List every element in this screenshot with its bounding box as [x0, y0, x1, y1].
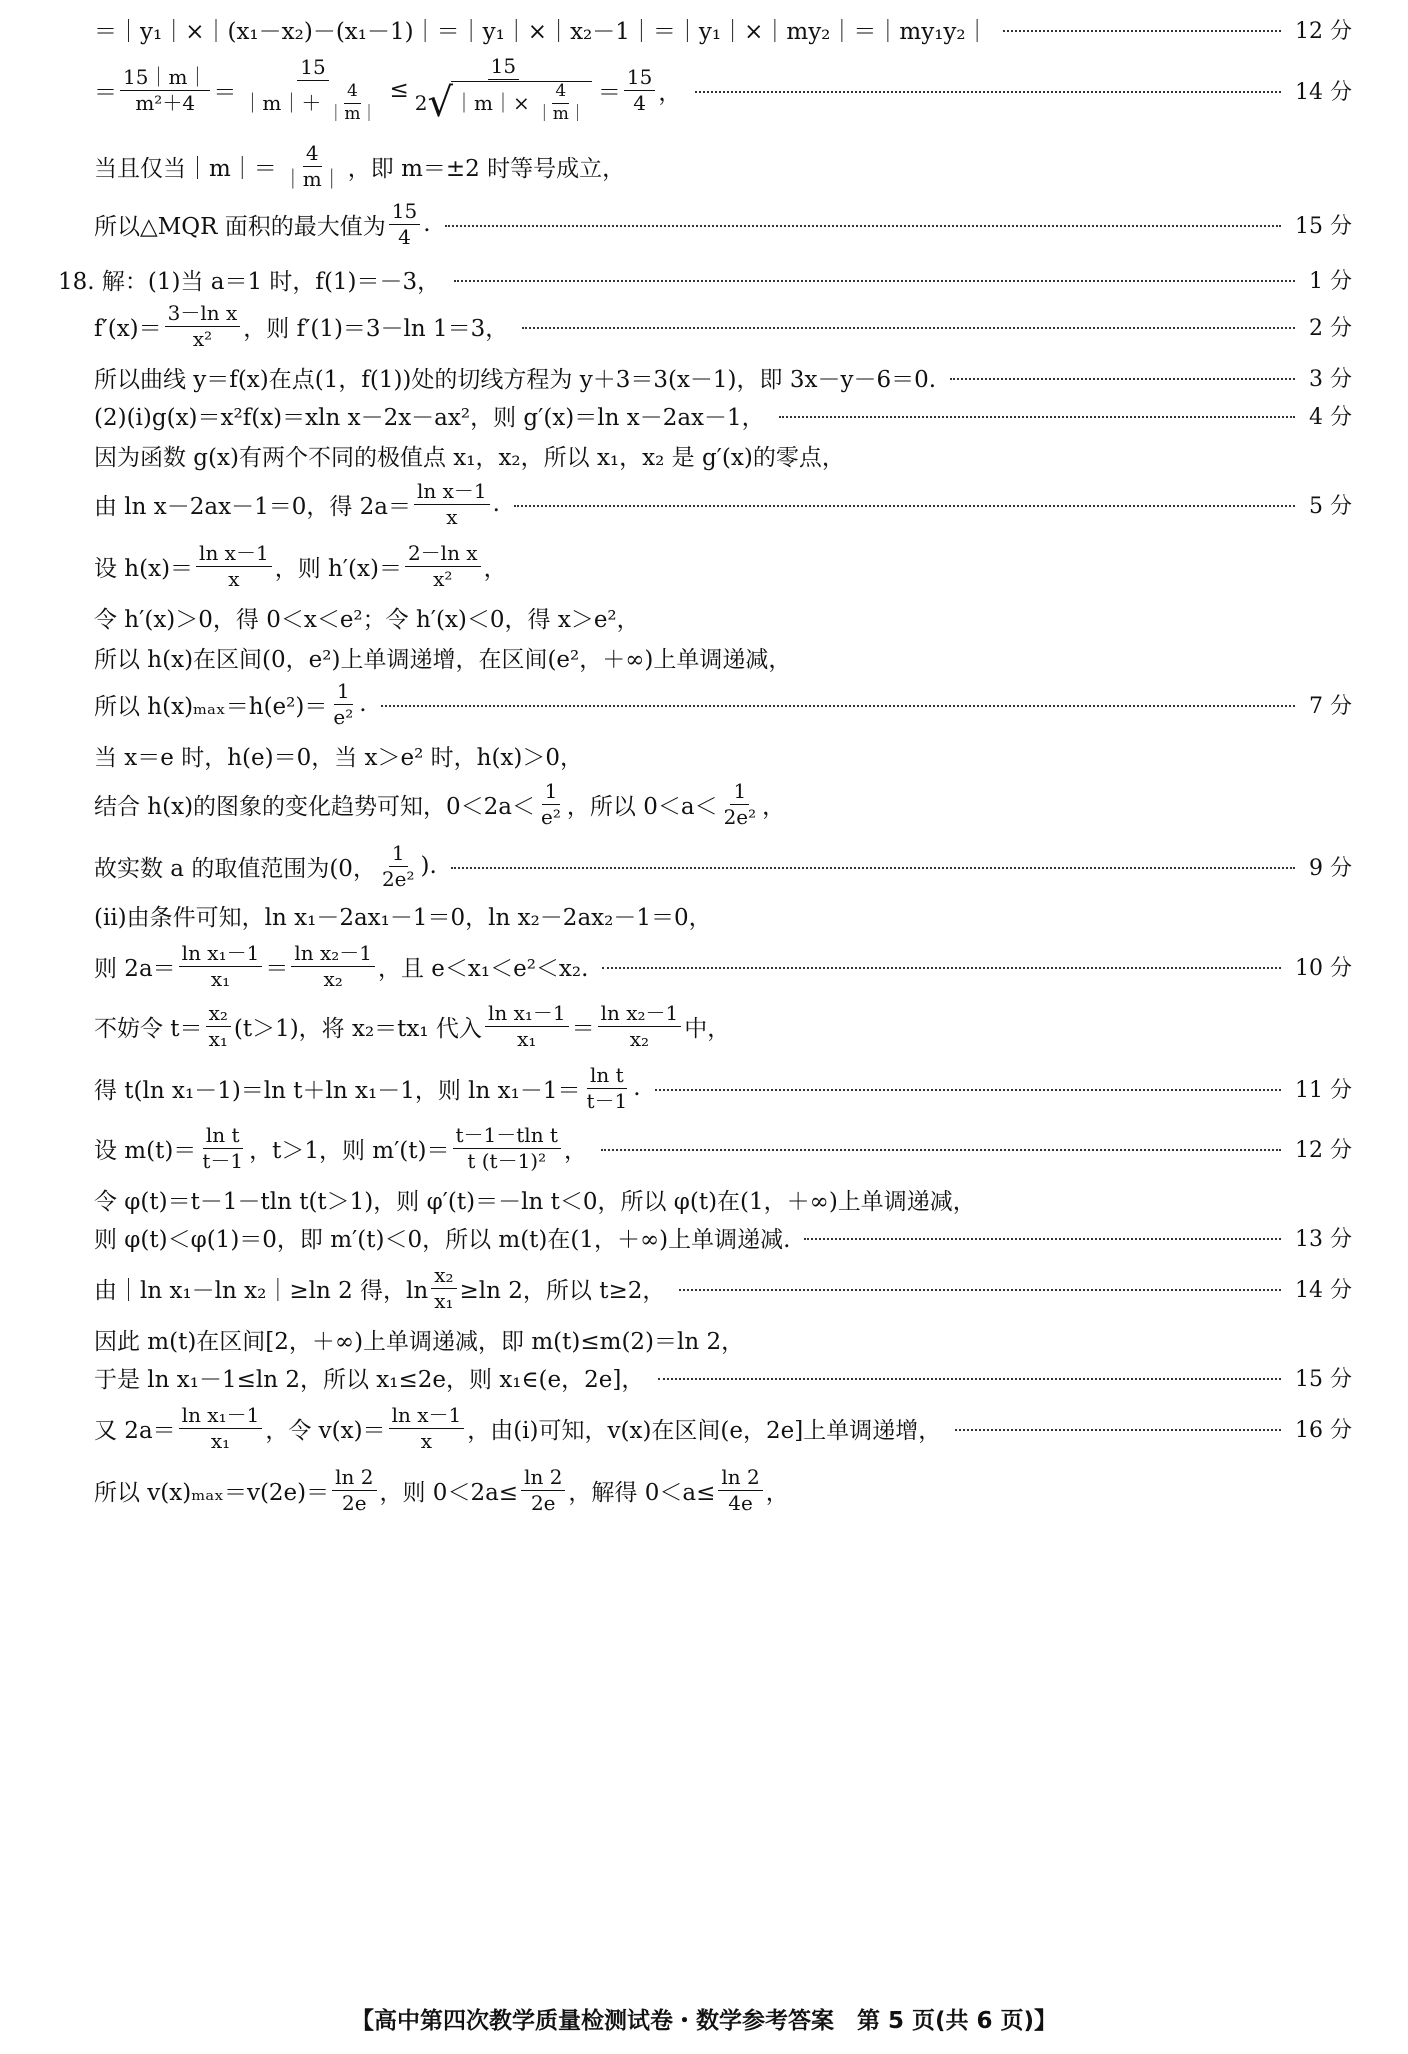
score-label: 15 分: [1295, 213, 1352, 239]
score-label: 12 分: [1295, 1137, 1352, 1163]
solution-line: 由 ln x－2ax－1＝0，得 2a＝ $\frac{\text{ln x－1}}{x}$ . 5 分: [94, 478, 1352, 529]
score-label: 12 分: [1295, 18, 1352, 44]
score-label: 16 分: [1295, 1417, 1352, 1443]
fraction: $\frac{1}{\text{2e²}}$: [381, 840, 415, 891]
dot-leader: [779, 416, 1295, 418]
fraction: $\frac{\text{2－ln x}}{\text{x²}}$: [405, 542, 481, 591]
solution-line: 所以△MQR 面积的最大值为 $\frac{15}{4}$ . 15 分: [94, 198, 1352, 249]
fraction: $\frac{\text{ln x₁－1}}{\text{x₁}}$: [485, 1002, 569, 1051]
solution-line: 当且仅当｜m｜＝ $\frac{4}{|m|}$ ，即 m＝±2 时等号成立，: [94, 140, 626, 191]
score-label: 14 分: [1295, 79, 1352, 105]
solution-line: 由｜ln x₁－ln x₂｜≥ln 2 得，ln $\frac{\text{x₂}}{\text{x₁}}$ ≥ln 2，所以 t≥2， 14 分: [94, 1262, 1352, 1313]
solution-line: 则 φ(t)＜φ(1)＝0，即 m′(t)＜0，所以 m(t)在(1，＋∞)上单调递减. 13 分: [94, 1222, 1352, 1252]
solution-line: 结合 h(x)的图象的变化趋势可知，0＜2a＜ $\frac{1}{\text{e²}}$ ，所以 0＜a＜ $\frac{1}{\text{2e²}}$ ，: [94, 778, 786, 829]
fraction: $\frac{\text{ln x₂－1}}{\text{x₂}}$: [598, 1002, 682, 1051]
fraction: $\frac{1}{\text{2e²}}$: [723, 778, 757, 829]
solution-line: 得 t(ln x₁－1)＝ln t＋ln x₁－1，则 ln x₁－1＝ $\frac{\text{ln t}}{t-1}$ . 11 分: [94, 1062, 1352, 1113]
solution-line: 令 h′(x)＞0，得 0＜x＜e²；令 h′(x)＜0，得 x＞e²，: [94, 606, 640, 633]
fraction: $\frac{15}{4}$: [624, 66, 655, 115]
fraction: $\frac{\text{ln x－1}}{x}$: [196, 542, 272, 591]
dot-leader: [454, 280, 1295, 282]
solution-line: 设 m(t)＝ $\frac{\text{ln t}}{t-1}$ ，t＞1，则 m′(t)＝ $\frac{\text{t－1－tln t}}{\text{t (t－1)²}}$ ， 12 分: [94, 1122, 1352, 1173]
fraction: $\frac{1}{\text{e²}}$: [333, 678, 354, 729]
fraction: $\frac{\text{ln x₁－1}}{\text{x₁}}$: [179, 942, 263, 991]
score-label: 10 分: [1295, 955, 1352, 981]
solution-line: 设 h(x)＝ $\frac{\text{ln x－1}}{x}$ ，则 h′(x)＝ $\frac{\text{2－ln x}}{\text{x²}}$ ，: [94, 540, 507, 591]
fraction: $\frac{\text{t－1－tln t}}{\text{t (t－1)²}}$: [453, 1124, 561, 1173]
score-label: 7 分: [1309, 693, 1352, 719]
page-footer: 【高中第四次教学质量检测试卷・数学参考答案 第 5 页(共 6 页)】: [350, 2008, 1058, 2034]
solution-line: 令 φ(t)＝t－1－tln t(t＞1)，则 φ′(t)＝－ln t＜0，所以 φ(t)在(1，＋∞)上单调递减，: [94, 1188, 976, 1215]
solution-line: 所以 h(x)在区间(0，e²)上单调递增，在区间(e²，＋∞)上单调递减，: [94, 646, 792, 673]
fraction: $\frac{\text{x₂}}{\text{x₁}}$: [206, 1002, 231, 1051]
solution-line: 18. 解：(1)当 a＝1 时，f(1)＝－3， 1 分: [58, 264, 1352, 294]
fraction: $\frac{\text{ln x₂－1}}{\text{x₂}}$: [291, 942, 375, 991]
sqrt-symbol: √ ｜m｜× $\frac{4}{|m|}$: [428, 81, 592, 124]
score-label: 2 分: [1309, 315, 1352, 341]
line-text: ＝｜y₁｜×｜(x₁－x₂)－(x₁－1)｜＝｜y₁｜×｜x₂－1｜＝｜y₁｜×｜my₂｜＝｜my₁y₂｜: [94, 18, 989, 45]
score-label: 15 分: [1295, 1366, 1352, 1392]
solution-line: (2)(ⅰ)g(x)＝x²f(x)＝xln x－2x－ax²，则 g′(x)＝ln x－2ax－1， 4 分: [94, 400, 1352, 430]
dot-leader: [381, 705, 1295, 707]
fraction: $\frac{\text{ln t}}{t-1}$: [586, 1062, 628, 1113]
fraction: $\frac{\text{ln x－1}}{x}$: [414, 480, 490, 529]
dot-leader: [655, 1089, 1281, 1091]
dot-leader: [514, 505, 1295, 507]
dot-leader: [804, 1238, 1281, 1240]
fraction: $\frac{\text{ln t}}{t-1}$: [202, 1122, 244, 1173]
dot-leader: [695, 91, 1281, 93]
solution-line: [94, 52, 1352, 128]
score-label: 13 分: [1295, 1226, 1352, 1252]
solution-line: 于是 ln x₁－1≤ln 2，所以 x₁≤2e，则 x₁∈(e，2e]， 15 分: [94, 1362, 1352, 1392]
fraction: $\frac{\text{ln x₁－1}}{\text{x₁}}$: [179, 1404, 263, 1453]
fraction: $\frac{\ln 2}{2e}$: [521, 1466, 565, 1515]
line-formula: ＝ $\frac{15|m|}{\text{m²＋4}}$ ＝ 15 ｜m｜＋ $\frac{4}{|m|}$ ≤ 15 2 √ ｜m｜× $\frac{4}{|m|}$ ＝ $\frac{15}{4}$ ，: [94, 54, 682, 126]
score-label: 4 分: [1309, 404, 1352, 430]
solution-line: f′(x)＝ $\frac{\text{3－ln x}}{\text{x²}}$ ，则 f′(1)＝3－ln 1＝3， 2 分: [94, 300, 1352, 351]
score-label: 9 分: [1309, 855, 1352, 881]
fraction: $\frac{\ln 2}{4e}$: [718, 1466, 762, 1515]
fraction: $\frac{4}{|m|}$: [282, 140, 342, 191]
solution-line: 因为函数 g(x)有两个不同的极值点 x₁，x₂，所以 x₁，x₂ 是 g′(x)的零点，: [94, 444, 845, 471]
dot-leader: [679, 1289, 1281, 1291]
score-label: 5 分: [1309, 493, 1352, 519]
fraction: $\frac{\text{x₂}}{\text{x₁}}$: [431, 1264, 456, 1313]
dot-leader: [451, 867, 1295, 869]
solution-line: 所以 v(x)ₘₐₓ＝v(2e)＝ $\frac{\ln 2}{2e}$ ，则 0＜2a≤ $\frac{\ln 2}{2e}$ ，解得 0＜a≤ $\frac{\ln 2}{4e}$ ，: [94, 1464, 789, 1515]
score-label: 1 分: [1309, 268, 1352, 294]
dot-leader: [522, 327, 1295, 329]
dot-leader: [445, 225, 1282, 227]
fraction: 15 2 √ ｜m｜× $\frac{4}{|m|}$: [412, 55, 595, 124]
solution-line: 所以曲线 y＝f(x)在点(1，f(1))处的切线方程为 y＋3＝3(x－1)，即 3x－y－6＝0. 3 分: [94, 362, 1352, 392]
solution-line: 又 2a＝ $\frac{\text{ln x₁－1}}{\text{x₁}}$ ，令 v(x)＝ $\frac{\text{ln x－1}}{x}$ ，由(ⅰ)可知，v(x)在区间(e，2e]上单调递增， 16 分: [94, 1402, 1352, 1453]
dot-leader: [955, 1429, 1281, 1431]
solution-line: (ⅱ)由条件可知，ln x₁－2ax₁－1＝0，ln x₂－2ax₂－1＝0，: [94, 904, 712, 931]
fraction: $\frac{\text{ln x－1}}{x}$: [389, 1404, 465, 1453]
solution-line: 当 x＝e 时，h(e)＝0，当 x＞e² 时，h(x)＞0，: [94, 744, 583, 771]
fraction: $\frac{\text{3－ln x}}{\text{x²}}$: [165, 302, 241, 351]
fraction: $\frac{15|m|}{\text{m²＋4}}$: [120, 66, 210, 115]
solution-line: 则 2a＝ $\frac{\text{ln x₁－1}}{\text{x₁}}$ ＝ $\frac{\text{ln x₂－1}}{\text{x₂}}$ ，且 e＜x₁＜e²＜x₂. 10 分: [94, 940, 1352, 991]
solution-line: 不妨令 t＝ $\frac{\text{x₂}}{\text{x₁}}$ (t＞1)，将 x₂＝tx₁ 代入 $\frac{\text{ln x₁－1}}{\text{x₁}}$ ＝ $\frac{\text{ln x₂－1}}{\text{x₂}}$ 中，: [94, 1000, 731, 1051]
solution-line: [94, 14, 1352, 44]
fraction: 15 ｜m｜＋ $\frac{4}{|m|}$: [242, 54, 378, 124]
score-label: 3 分: [1309, 366, 1352, 392]
dot-leader: [602, 967, 1281, 969]
solution-line: 故实数 a 的取值范围为(0， $\frac{1}{\text{2e²}}$ ). 9 分: [94, 840, 1352, 891]
fraction: $\frac{1}{\text{e²}}$: [541, 778, 561, 829]
solution-line: 所以 h(x)ₘₐₓ＝h(e²)＝ $\frac{1}{\text{e²}}$ . 7 分: [94, 678, 1352, 729]
solution-line: 因此 m(t)在区间[2，＋∞)上单调递减，即 m(t)≤m(2)＝ln 2，: [94, 1328, 745, 1355]
fraction: $\frac{\ln 2}{2e}$: [332, 1466, 376, 1515]
dot-leader: [601, 1149, 1281, 1151]
dot-leader: [950, 378, 1295, 380]
dot-leader: [1003, 30, 1281, 32]
score-label: 11 分: [1295, 1077, 1352, 1103]
score-label: 14 分: [1295, 1277, 1352, 1303]
fraction: $\frac{15}{4}$: [389, 200, 420, 249]
dot-leader: [658, 1378, 1281, 1380]
